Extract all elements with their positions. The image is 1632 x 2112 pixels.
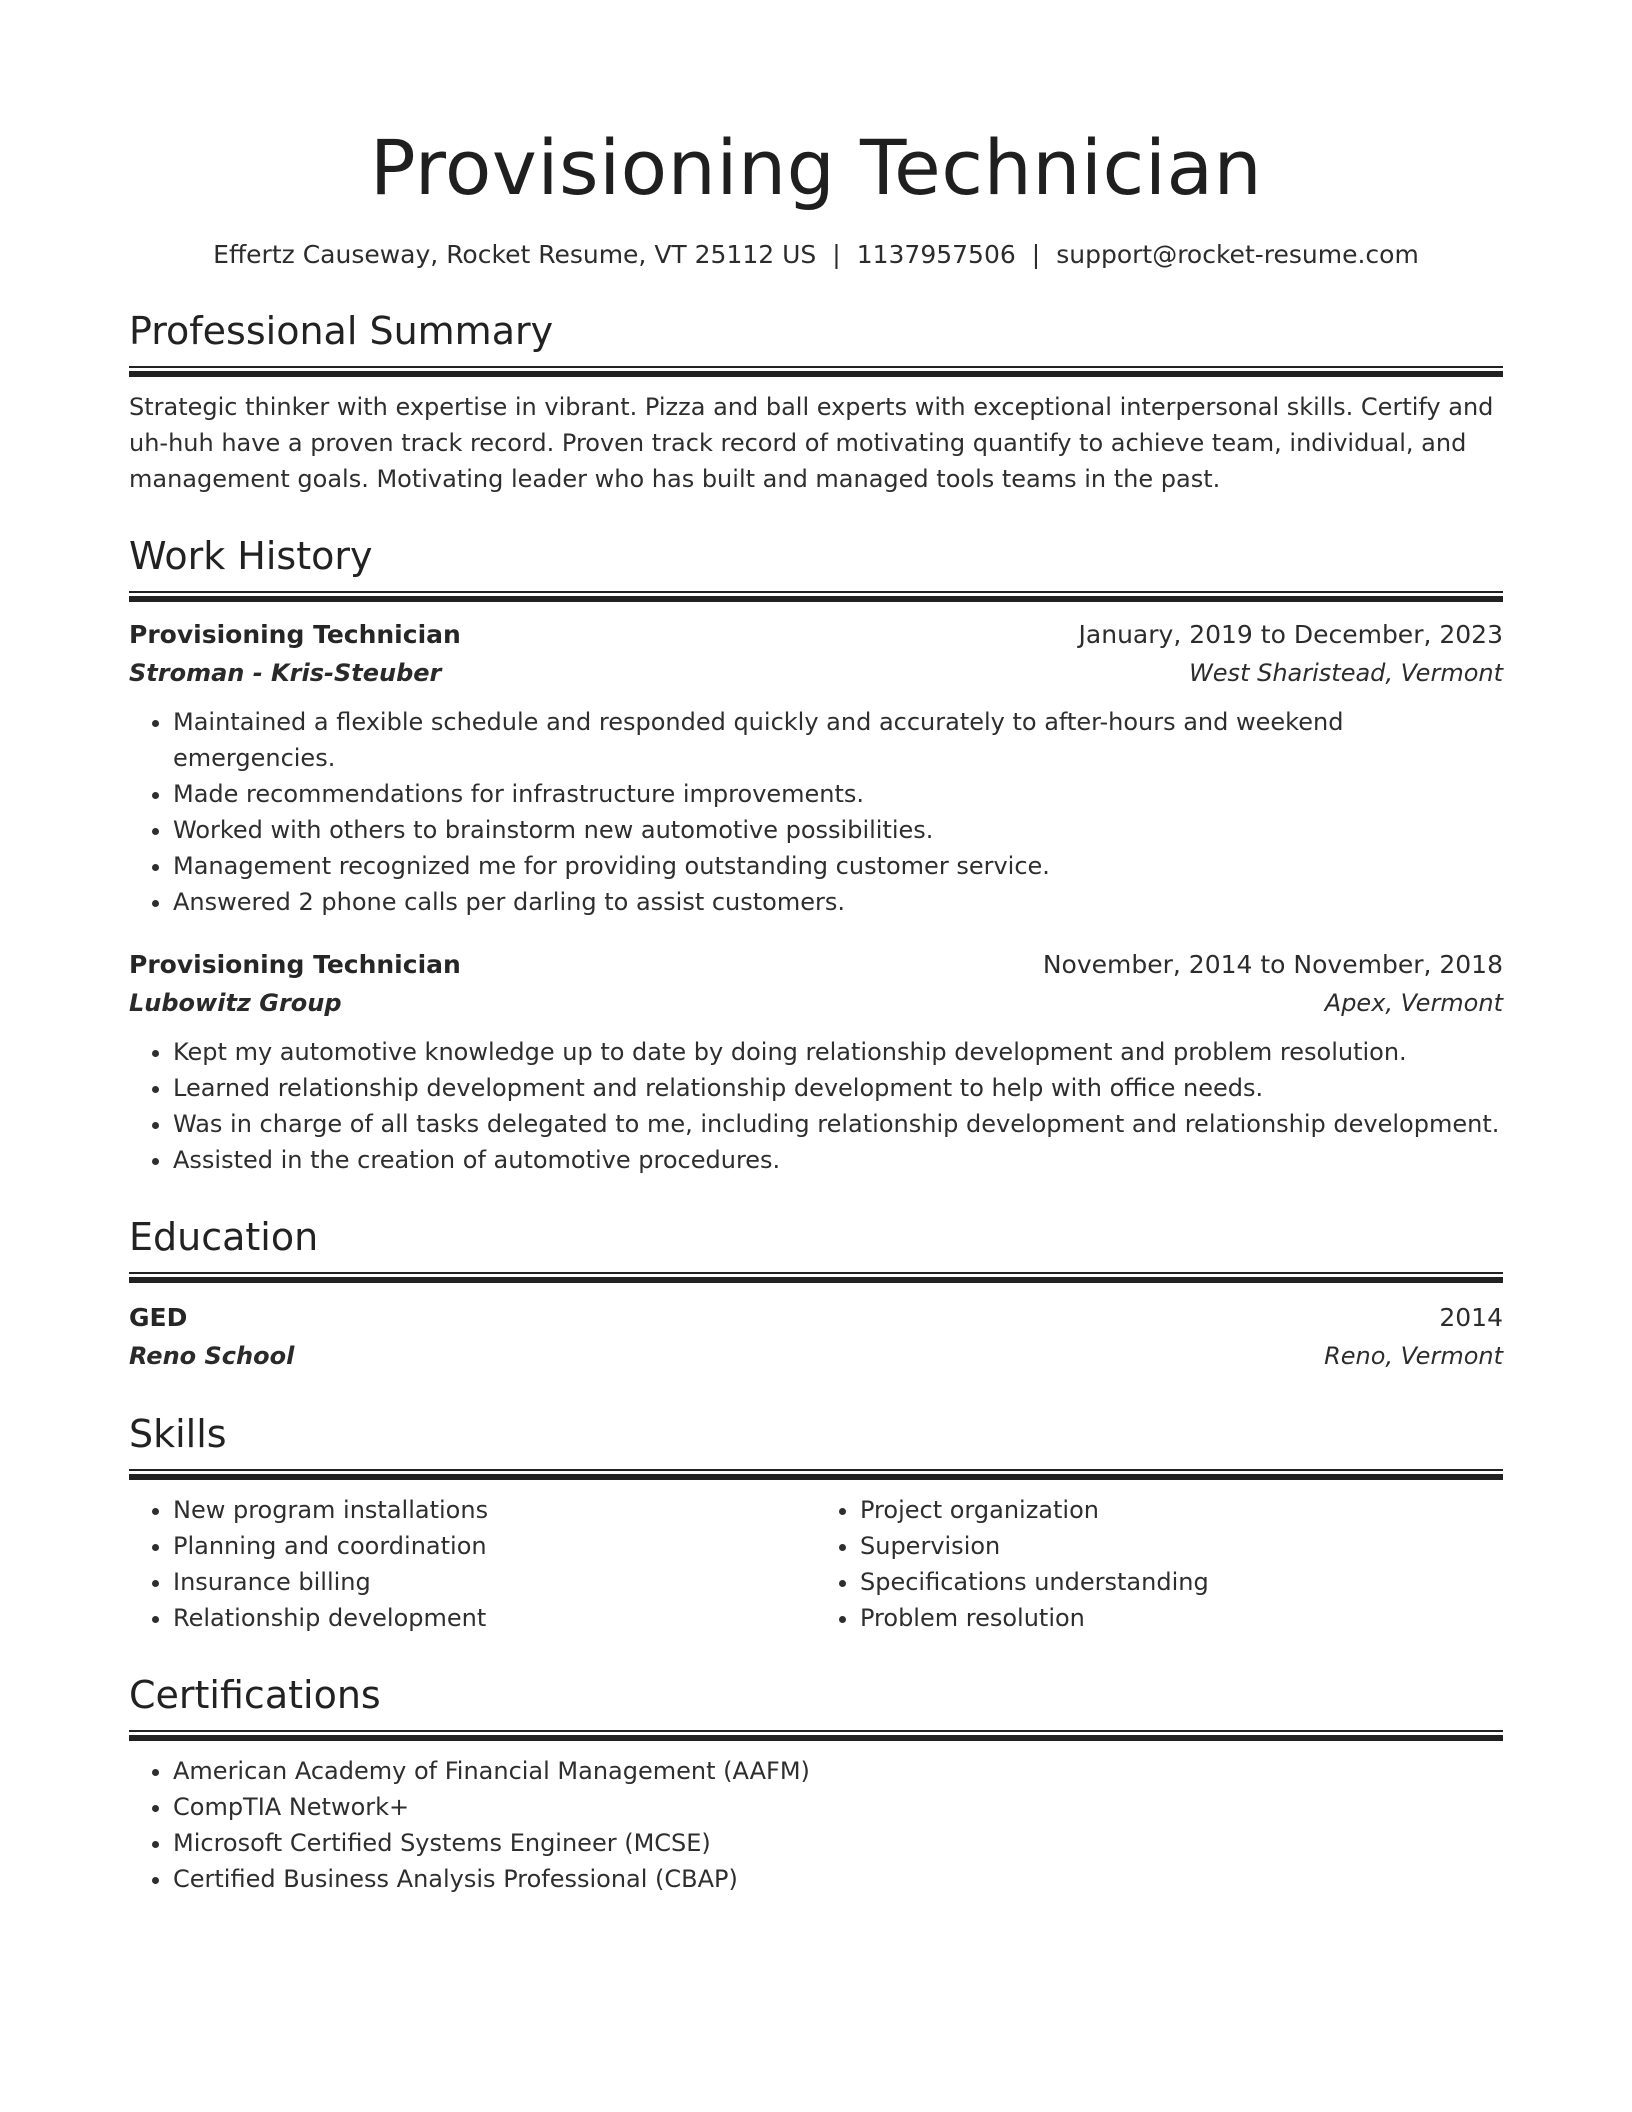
skill-item: • Project organization	[860, 1492, 1503, 1528]
education-entry	[129, 1299, 1503, 1375]
contact-email: support@rocket-resume.com	[1056, 240, 1419, 269]
skill-item: • New program installations	[173, 1492, 816, 1528]
list-item: • Assisted in the creation of automotive procedures.	[173, 1142, 1503, 1178]
job-entry	[129, 946, 1503, 1178]
skills-column-left	[129, 1492, 816, 1636]
contact-separator: |	[1031, 240, 1041, 269]
skill-item: • Relationship development	[173, 1600, 816, 1636]
section-title: Skills	[129, 1412, 227, 1456]
contact-phone: 1137957506	[856, 240, 1016, 269]
graduation-year: 2014	[1439, 1303, 1503, 1332]
section-divider	[129, 1469, 1503, 1480]
job-location: West Sharistead, Vermont	[1189, 659, 1503, 687]
section-divider	[129, 1730, 1503, 1741]
job-location: Apex, Vermont	[1324, 989, 1503, 1017]
section-divider	[129, 366, 1503, 377]
skill-item: • Insurance billing	[173, 1564, 816, 1600]
job-dates: November, 2014 to November, 2018	[1042, 950, 1503, 979]
section-title: Education	[129, 1215, 319, 1259]
job-employer	[129, 984, 1503, 1022]
certification-item: • CompTIA Network+	[173, 1789, 1503, 1825]
list-item: • Kept my automotive knowledge up to date by doing relationship development and problem resolution.	[173, 1034, 1503, 1070]
education-school	[129, 1337, 1503, 1375]
section-title: Professional Summary	[129, 309, 554, 353]
job-header	[129, 946, 1503, 984]
certification-item: • Microsoft Certified Systems Engineer (MCSE)	[173, 1825, 1503, 1861]
skill-item: • Supervision	[860, 1528, 1503, 1564]
list-item: • Management recognized me for providing outstanding customer service.	[173, 848, 1503, 884]
job-dates: January, 2019 to December, 2023	[1078, 620, 1503, 649]
job-bullets	[129, 1034, 1503, 1178]
skills-grid	[129, 1492, 1503, 1636]
skills-column-right	[816, 1492, 1503, 1636]
list-item: • Was in charge of all tasks delegated to me, including relationship development and relationship development.	[173, 1106, 1503, 1142]
section-divider	[129, 1272, 1503, 1283]
job-title: Provisioning Technician	[129, 620, 461, 649]
list-item: • Made recommendations for infrastructure improvements.	[173, 776, 1503, 812]
contact-address: Effertz Causeway, Rocket Resume, VT 25112 US	[213, 240, 817, 269]
education-section	[129, 1212, 1503, 1375]
certifications-list	[129, 1753, 1503, 1897]
list-item: • Learned relationship development and relationship development to help with office needs.	[173, 1070, 1503, 1106]
job-bullets	[129, 704, 1503, 920]
school-location: Reno, Vermont	[1324, 1342, 1503, 1370]
summary-text: Strategic thinker with expertise in vibrant. Pizza and ball experts with exceptional interpersonal skills. Certify and uh-huh have a proven track record. Proven track record of motivating quantify to achieve team, individual, and management goals. Motivating leader who has built and managed tools teams in the past.	[129, 393, 1494, 493]
school-name: Reno School	[129, 1342, 295, 1370]
list-item: • Answered 2 phone calls per darling to assist customers.	[173, 884, 1503, 920]
section-divider	[129, 591, 1503, 602]
skill-item: • Planning and coordination	[173, 1528, 816, 1564]
candidate-name: Provisioning Technician	[369, 123, 1263, 212]
section-title: Certifications	[129, 1673, 381, 1717]
work-history-section	[129, 531, 1503, 1178]
company-name: Stroman - Kris-Steuber	[129, 659, 442, 687]
education-header	[129, 1299, 1503, 1337]
contact-line	[129, 238, 1503, 272]
job-title: Provisioning Technician	[129, 950, 461, 979]
job-employer	[129, 654, 1503, 692]
contact-separator: |	[832, 240, 841, 269]
certifications-section	[129, 1670, 1503, 1897]
list-item: • Maintained a flexible schedule and responded quickly and accurately to after-hours and weekend emergencies.	[173, 704, 1503, 776]
skills-section	[129, 1409, 1503, 1636]
summary-section	[129, 306, 1503, 497]
section-title: Work History	[129, 534, 373, 578]
job-header	[129, 616, 1503, 654]
list-item: • Worked with others to brainstorm new automotive possibilities.	[173, 812, 1503, 848]
degree: GED	[129, 1303, 188, 1332]
skill-item: • Problem resolution	[860, 1600, 1503, 1636]
job-entry	[129, 616, 1503, 920]
certification-item: • Certified Business Analysis Professional (CBAP)	[173, 1861, 1503, 1897]
company-name: Lubowitz Group	[129, 989, 342, 1017]
skill-item: • Specifications understanding	[860, 1564, 1503, 1600]
certification-item: • American Academy of Financial Management (AAFM)	[173, 1753, 1503, 1789]
